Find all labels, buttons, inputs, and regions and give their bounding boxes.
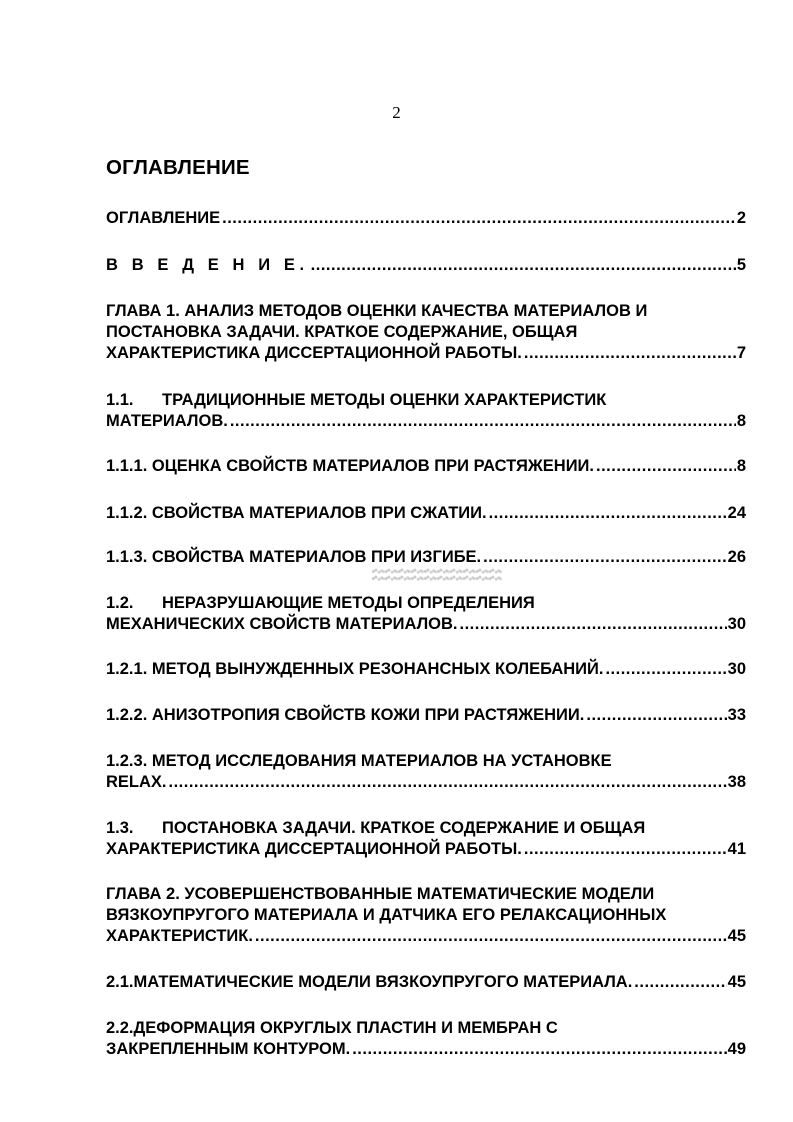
- leader-dots: [352, 1039, 726, 1060]
- toc-entry-title-line: МЕХАНИЧЕСКИХ СВОЙСТВ МАТЕРИАЛОВ.: [106, 615, 458, 633]
- leader-dots: [634, 972, 726, 993]
- toc-entry-2-1[interactable]: [106, 972, 746, 993]
- toc-entry-title-line: ЗАКРЕПЛЕННЫМ КОНТУРОМ.: [106, 1040, 351, 1058]
- toc-page-number: 30: [727, 660, 746, 678]
- toc-page-number: 49: [727, 1040, 746, 1058]
- toc-page-number: 45: [727, 973, 746, 991]
- toc-entry-title: 1.2.1. МЕТОД ВЫНУЖДЕННЫХ РЕЗОНАНСНЫХ КОЛЕБАНИЙ.: [106, 660, 604, 678]
- toc-section-number: 1.1.: [106, 391, 134, 409]
- toc-entry-title: 1.1.3. СВОЙСТВА МАТЕРИАЛОВ ПРИ ИЗГИБЕ.: [106, 548, 482, 566]
- toc-entry-title: 1.1.1. ОЦЕНКА СВОЙСТВ МАТЕРИАЛОВ ПРИ РАСТЯЖЕНИИ.: [106, 457, 594, 475]
- leader-dots: [596, 456, 736, 477]
- toc-entry-title: ОГЛАВЛЕНИЕ: [106, 209, 221, 227]
- toc-entry-1-2-3[interactable]: [106, 751, 746, 793]
- toc-entry-chapter-1[interactable]: [106, 301, 746, 364]
- toc-page-number: 38: [727, 773, 746, 791]
- toc-entry-1-1-3[interactable]: [106, 547, 746, 568]
- toc-entry-title-line: МАТЕРИАЛОВ.: [106, 412, 228, 430]
- toc-entry-title-line: ПОСТАНОВКА ЗАДАЧИ. КРАТКОЕ СОДЕРЖАНИЕ, ОБЩАЯ: [106, 323, 578, 341]
- toc-entry-1-2-2[interactable]: [106, 705, 746, 726]
- toc-page-number: 8: [736, 457, 746, 475]
- toc-entry-1-2-1[interactable]: [106, 659, 746, 680]
- toc-entry-title-line: ХАРАКТЕРИСТИК.: [106, 927, 253, 945]
- leader-dots: [230, 411, 736, 432]
- page-number: 2: [392, 103, 401, 122]
- toc-entry-title: 1.1.2. СВОЙСТВА МАТЕРИАЛОВ ПРИ СЖАТИИ.: [106, 504, 487, 522]
- toc-entry-title-line: НЕРАЗРУШАЮЩИЕ МЕТОДЫ ОПРЕДЕЛЕНИЯ: [162, 594, 535, 612]
- leader-dots: [524, 343, 736, 364]
- toc-entry-title-line: RELAX.: [106, 773, 167, 791]
- toc-entry-1-1-1[interactable]: [106, 456, 746, 477]
- leader-dots: [255, 926, 727, 947]
- toc-entry-chapter-2[interactable]: [106, 884, 746, 947]
- toc-page-number: 41: [727, 840, 746, 858]
- toc-entry-title-line: ПОСТАНОВКА ЗАДАЧИ. КРАТКОЕ СОДЕРЖАНИЕ И ОБЩАЯ: [162, 819, 646, 837]
- toc-page-number: 8: [736, 412, 746, 430]
- toc-entry-contents[interactable]: [106, 208, 746, 229]
- leader-dots: [605, 659, 726, 680]
- toc-entry-title-line: ХАРАКТЕРИСТИКА ДИССЕРТАЦИОННОЙ РАБОТЫ.: [106, 344, 522, 362]
- leader-dots: [483, 547, 726, 568]
- toc-entry-1-2[interactable]: [106, 593, 746, 635]
- toc-entry-title: 2.1.МАТЕМАТИЧЕСКИЕ МОДЕЛИ ВЯЗКОУПРУГОГО МАТЕРИАЛА.: [106, 973, 633, 991]
- toc-entry-title: В В Е Д Е Н И Е.: [106, 256, 309, 274]
- toc-entry-title-line: 1.2.3. МЕТОД ИССЛЕДОВАНИЯ МАТЕРИАЛОВ НА УСТАНОВКЕ: [106, 752, 612, 770]
- toc-entry-title-line: ГЛАВА 1. АНАЛИЗ МЕТОДОВ ОЦЕНКИ КАЧЕСТВА МАТЕРИАЛОВ И: [106, 302, 648, 320]
- toc-entry-introduction[interactable]: [106, 255, 746, 276]
- toc-page-number: 5: [736, 256, 746, 274]
- toc-entry-title-line: 2.2.ДЕФОРМАЦИЯ ОКРУГЛЫХ ПЛАСТИН И МЕМБРАН С: [106, 1019, 558, 1037]
- toc-section-number: 1.2.: [106, 594, 134, 612]
- toc-entry-title-line: ХАРАКТЕРИСТИКА ДИССЕРТАЦИОННОЙ РАБОТЫ.: [106, 840, 522, 858]
- toc-page-number: 26: [727, 548, 746, 566]
- toc-page-number: 24: [727, 504, 746, 522]
- toc-entry-1-3[interactable]: [106, 818, 746, 860]
- toc-entry-title-line: ВЯЗКОУПРУГОГО МАТЕРИАЛА И ДАТЧИКА ЕГО РЕЛАКСАЦИОННЫХ: [106, 906, 667, 924]
- toc-entry-1-1-2[interactable]: [106, 503, 746, 524]
- toc-section-number: 1.3.: [106, 819, 134, 837]
- toc-page-number: 30: [727, 615, 746, 633]
- toc-entry-2-2[interactable]: [106, 1018, 746, 1060]
- toc-entry-title-line: ГЛАВА 2. УСОВЕРШЕНСТВОВАННЫЕ МАТЕМАТИЧЕСКИЕ МОДЕЛИ: [106, 885, 655, 903]
- toc-entry-title-line: ТРАДИЦИОННЫЕ МЕТОДЫ ОЦЕНКИ ХАРАКТЕРИСТИК: [162, 391, 607, 409]
- leader-dots: [460, 614, 727, 635]
- toc-entry-1-1[interactable]: [106, 390, 746, 432]
- page-title: ОГЛАВЛЕНИЕ: [106, 156, 250, 179]
- leader-dots: [586, 705, 726, 726]
- toc-page-number: 45: [727, 927, 746, 945]
- toc-page-number: 7: [736, 344, 746, 362]
- toc-page-number: 2: [736, 209, 746, 227]
- leader-dots: [222, 208, 736, 229]
- leader-dots: [169, 772, 727, 793]
- toc-entry-title: 1.2.2. АНИЗОТРОПИЯ СВОЙСТВ КОЖИ ПРИ РАСТЯЖЕНИИ.: [106, 706, 585, 724]
- toc-page-number: 33: [727, 706, 746, 724]
- leader-dots: [524, 839, 727, 860]
- leader-dots: [489, 503, 727, 524]
- leader-dots: [311, 255, 736, 276]
- scan-smudge: [372, 568, 502, 582]
